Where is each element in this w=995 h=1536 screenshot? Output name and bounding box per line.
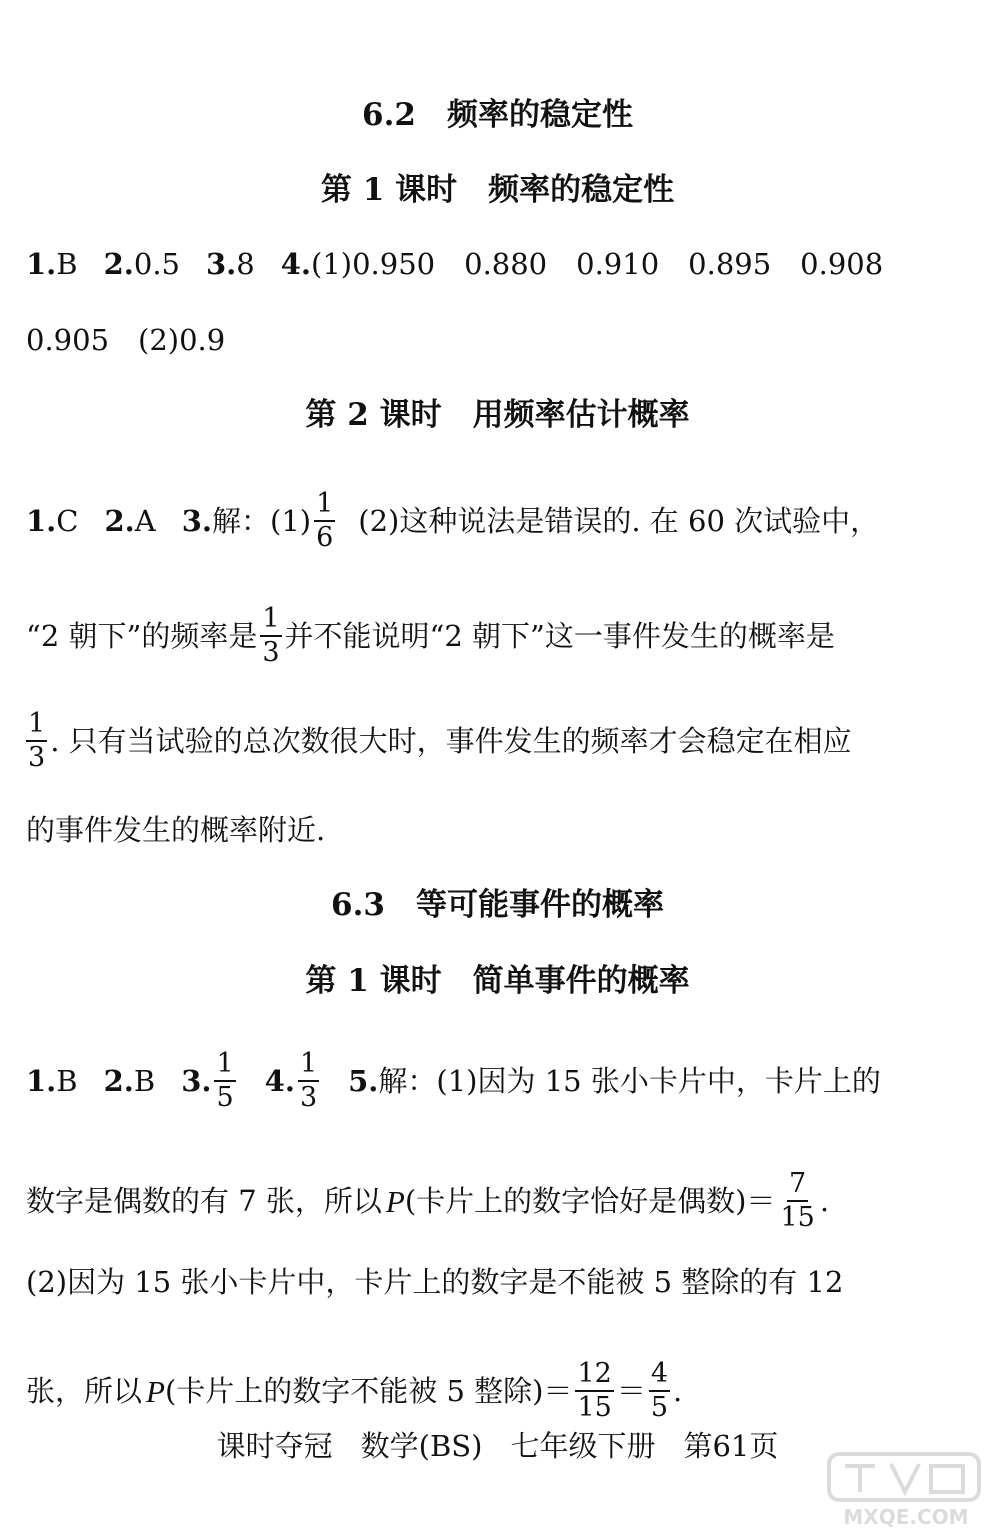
fraction-denominator: 3 bbox=[28, 742, 46, 774]
answer-value: A bbox=[134, 503, 156, 538]
fraction bbox=[575, 1360, 613, 1423]
answer-text: (卡片上的数字恰好是偶数)＝ bbox=[404, 1183, 776, 1218]
question-number: 2. bbox=[104, 503, 135, 538]
answer-text: 的事件发生的概率附近. bbox=[26, 813, 326, 847]
mxqe-watermark-icon bbox=[821, 1450, 991, 1530]
lesson-title-text: 第 2 课时 用频率估计概率 bbox=[305, 397, 690, 433]
footer-grade: 七年级下册 bbox=[510, 1429, 656, 1463]
question-number: 2. bbox=[103, 1063, 134, 1098]
answer-text: 张，所以 bbox=[26, 1373, 143, 1408]
answer-value: 0.5 bbox=[133, 247, 180, 281]
fraction-denominator: 3 bbox=[262, 637, 280, 669]
answer-text: “2 朝下”的频率是 bbox=[26, 618, 258, 653]
lesson-title-6-2-1 bbox=[0, 172, 995, 208]
answer-line bbox=[26, 323, 975, 357]
answer-line bbox=[26, 1360, 975, 1423]
answer-text: 0.905 (2)0.9 bbox=[26, 323, 226, 357]
answer-text: 解：(1)因为 15 张小卡片中，卡片上的 bbox=[378, 1063, 881, 1098]
fraction-denominator: 5 bbox=[216, 1082, 234, 1114]
question-number: 1. bbox=[26, 503, 57, 538]
fraction bbox=[26, 710, 47, 773]
answer-value: B bbox=[56, 1063, 78, 1098]
fraction-numerator: 1 bbox=[260, 605, 281, 637]
fraction bbox=[298, 1050, 319, 1113]
fraction bbox=[778, 1170, 816, 1233]
answer-text: 数字是偶数的有 7 张，所以 bbox=[26, 1183, 382, 1218]
answer-line bbox=[26, 1170, 975, 1233]
answer-line bbox=[26, 710, 975, 773]
answer-line bbox=[26, 605, 975, 668]
question-number: 3. bbox=[181, 503, 212, 538]
footer-subject: 数学(BS) bbox=[360, 1429, 483, 1463]
answer-line bbox=[26, 490, 975, 553]
section-title-6-2 bbox=[0, 97, 995, 133]
answer-value: 8 bbox=[236, 247, 255, 281]
answer-text: . bbox=[819, 1183, 830, 1218]
fraction-numerator: 1 bbox=[298, 1050, 319, 1082]
fraction-numerator: 1 bbox=[214, 1050, 235, 1082]
fraction-numerator: 1 bbox=[26, 710, 47, 742]
answer-line bbox=[26, 813, 975, 847]
answer-value: B bbox=[133, 1063, 156, 1098]
fraction-numerator: 7 bbox=[787, 1170, 808, 1202]
svg-text:MXQE.COM: MXQE.COM bbox=[843, 1505, 969, 1529]
answer-value: C bbox=[56, 503, 79, 538]
answer-text: . 只有当试验的总次数很大时，事件发生的频率才会稳定在相应 bbox=[50, 723, 852, 758]
question-number: 5. bbox=[348, 1063, 379, 1098]
fraction-denominator: 3 bbox=[299, 1082, 318, 1114]
answer-text: (2)这种说法是错误的. 在 60 次试验中， bbox=[358, 503, 880, 538]
question-number: 2. bbox=[103, 247, 134, 281]
fraction-numerator: 1 bbox=[314, 490, 335, 522]
answer-line bbox=[26, 247, 975, 281]
answer-text: (2)因为 15 张小卡片中，卡片上的数字是不能被 5 整除的有 12 bbox=[26, 1265, 844, 1299]
question-number: 3. bbox=[181, 1063, 212, 1098]
answer-value: B bbox=[56, 247, 78, 281]
fraction-denominator: 15 bbox=[577, 1392, 612, 1424]
section-title-text: 6.3 等可能事件的概率 bbox=[331, 887, 664, 923]
answer-text: (卡片上的数字不能被 5 整除)＝ bbox=[164, 1373, 573, 1408]
lesson-title-6-2-2 bbox=[0, 397, 995, 433]
answer-value: 解：(1) bbox=[212, 503, 312, 538]
fraction bbox=[260, 605, 281, 668]
fraction bbox=[214, 1050, 235, 1113]
lesson-title-text: 第 1 课时 频率的稳定性 bbox=[320, 172, 675, 208]
answer-value: (1)0.950 0.880 0.910 0.895 0.908 bbox=[311, 247, 884, 281]
answer-text: . bbox=[673, 1373, 683, 1408]
fraction-numerator: 12 bbox=[575, 1360, 613, 1392]
fraction-denominator: 6 bbox=[316, 522, 334, 554]
section-title-text: 6.2 频率的稳定性 bbox=[362, 97, 633, 133]
question-number: 4. bbox=[264, 1063, 295, 1098]
answer-line bbox=[26, 1050, 975, 1113]
question-number: 3. bbox=[206, 247, 237, 281]
answer-line bbox=[26, 1265, 975, 1299]
question-number: 4. bbox=[280, 247, 312, 281]
lesson-title-6-3-1 bbox=[0, 963, 995, 999]
fraction bbox=[649, 1360, 670, 1423]
equals-sign: ＝ bbox=[616, 1373, 646, 1408]
probability-symbol: P bbox=[146, 1373, 165, 1409]
answer-text: 并不能说明“2 朝下”这一事件发生的概率是 bbox=[284, 618, 835, 653]
footer-book-title: 课时夺冠 bbox=[216, 1429, 333, 1463]
question-number: 1. bbox=[26, 247, 57, 281]
fraction bbox=[314, 490, 335, 553]
fraction-denominator: 15 bbox=[780, 1202, 815, 1234]
section-title-6-3 bbox=[0, 887, 995, 923]
footer-page-number: 第61页 bbox=[683, 1429, 779, 1463]
lesson-title-text: 第 1 课时 简单事件的概率 bbox=[305, 963, 690, 999]
question-number: 1. bbox=[26, 1063, 57, 1098]
fraction-numerator: 4 bbox=[649, 1360, 670, 1392]
probability-symbol: P bbox=[385, 1183, 405, 1219]
fraction-denominator: 5 bbox=[650, 1392, 669, 1424]
